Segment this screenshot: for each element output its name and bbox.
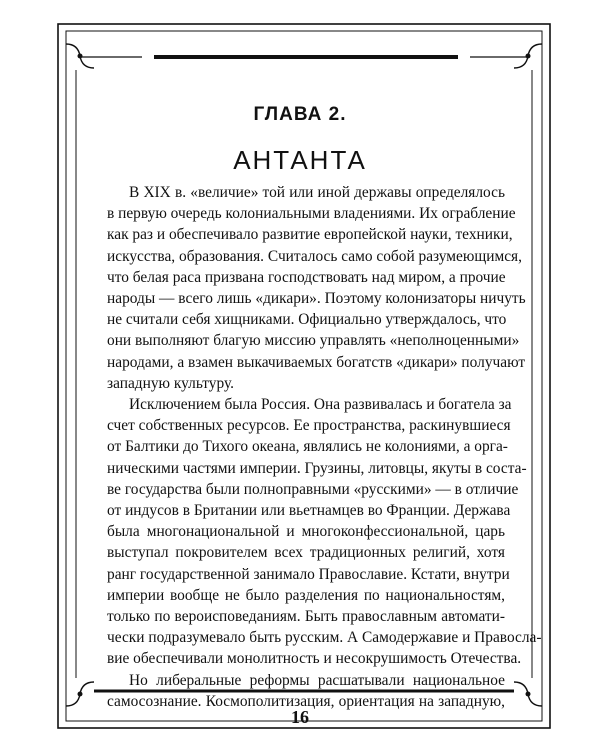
text-line: не считали себя хищниками. Официально утверждалось, что — [107, 311, 507, 329]
text-line: только по вероисповеданиям. Быть православным автомати- — [107, 608, 505, 626]
text-line: выступал покровителем всех традиционных религий, хотя — [107, 544, 505, 562]
text-line: ве государства были полноправными «русскими» — в отличие — [107, 480, 519, 498]
text-line: ранг государственной занимало Православие. Кстати, внутри — [107, 565, 510, 583]
text-line: как раз и обеспечивало развитие европейской науки, техники, — [107, 226, 513, 244]
text-line: самосознание. Космополитизация, ориентация на западную, — [107, 692, 505, 710]
text-line: искусства, образования. Считалось само собой разумеющимся, — [107, 247, 522, 265]
text-line: была многонациональной и многоконфессиональной, царь — [107, 523, 505, 541]
paragraph — [107, 394, 542, 670]
text-line: народами, а взамен выкачиваемых богатств «дикари» получают — [107, 353, 526, 371]
text-line: вие обеспечивали монолитность и несокрушимость Отечества. — [107, 650, 522, 668]
text-line: Исключением была Россия. Она развивалась и богатела за — [129, 396, 512, 414]
body-text — [107, 182, 542, 712]
text-line: в первую очередь колониальными владениями. Их ограбление — [107, 205, 516, 223]
chapter-title: АНТАНТА — [233, 145, 367, 175]
page-number: 16 — [291, 707, 309, 727]
text-line: от Балтики до Тихого океана, являлись не колониями, а орга- — [107, 438, 508, 456]
text-line: народы — всего лишь «дикари». Поэтому колонизаторы ничуть — [107, 290, 526, 308]
text-line: счет собственных ресурсов. Ее пространства, раскинувшиеся — [107, 417, 511, 435]
chapter-label: ГЛАВА 2. — [253, 104, 347, 125]
text-line: они выполняют благую миссию управлять «неполноценными» — [107, 332, 520, 350]
text-line: ническими частями империи. Грузины, литовцы, якуты в соста- — [107, 459, 527, 477]
text-line: от индусов в Британии или вьетнамцев во Франции. Держава — [107, 502, 511, 520]
text-line: чески подразумевало быть русским. А Самодержавие и Правосла- — [107, 629, 542, 647]
text-line: империи вообще не было разделения по национальностям, — [107, 586, 505, 604]
paragraph — [107, 670, 505, 712]
text-line: что белая раса призвана господствовать над миром, а прочие — [107, 268, 506, 286]
paragraph — [107, 182, 526, 394]
text-line: западную культуру. — [107, 374, 234, 392]
text-line: В XIX в. «величие» той или иной державы определялось — [129, 184, 505, 201]
text-line: Но либеральные реформы расшатывали национальное — [129, 671, 505, 689]
